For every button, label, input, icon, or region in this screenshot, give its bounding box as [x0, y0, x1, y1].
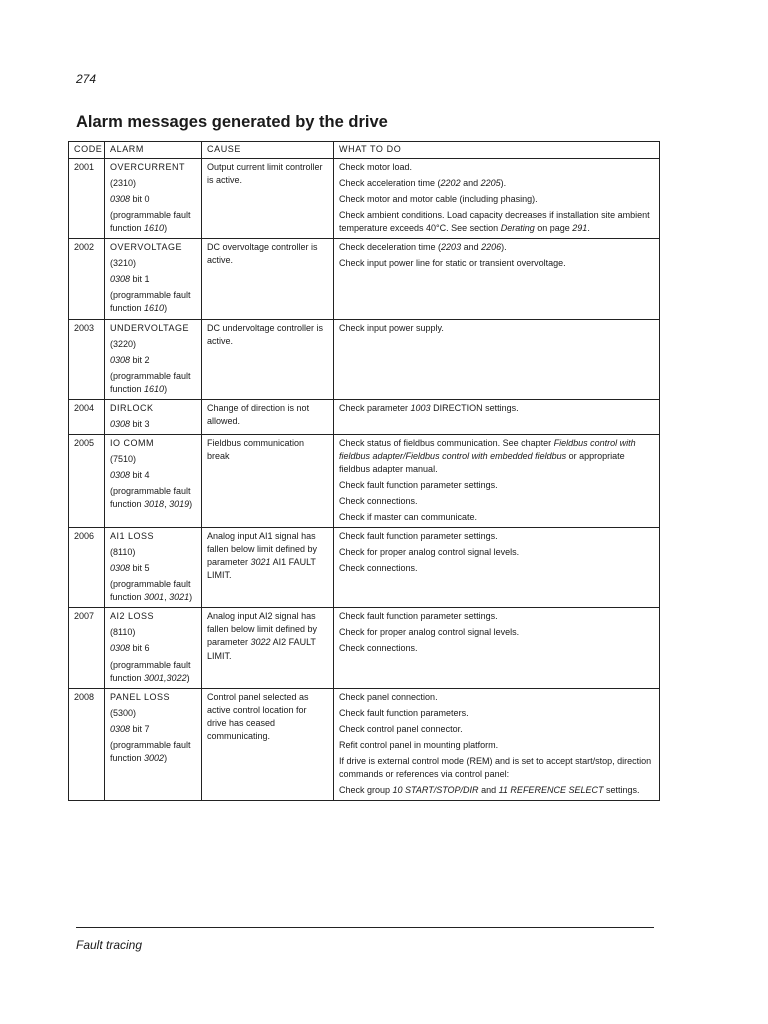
- text-line: [110, 626, 196, 639]
- text-line: [207, 402, 328, 428]
- header-cause: CAUSE: [202, 142, 334, 159]
- text-segment: ): [164, 223, 168, 234]
- cell-code: 2006: [69, 528, 105, 608]
- alarm-name: [110, 691, 196, 704]
- text-segment: DC undervoltage controller is active.: [207, 322, 324, 346]
- text-line: [339, 495, 654, 508]
- cell-what-to-do: [334, 434, 660, 527]
- text-segment: DIRLOCK: [110, 402, 154, 413]
- text-line: [207, 322, 328, 348]
- alarm-name: [110, 437, 196, 450]
- cell-code: 2002: [69, 239, 105, 319]
- text-line: [339, 479, 654, 492]
- page-number: 274: [76, 72, 97, 86]
- cell-alarm: [105, 528, 202, 608]
- italic-reference: 3002: [144, 752, 165, 763]
- text-segment: Check fault function parameter settings.: [339, 611, 498, 622]
- cell-what-to-do: [334, 528, 660, 608]
- table-row: [69, 434, 660, 527]
- text-line: [110, 546, 196, 559]
- text-line: [110, 659, 196, 685]
- text-line: [339, 402, 654, 415]
- italic-reference: 2202: [440, 178, 461, 189]
- cell-cause: [202, 434, 334, 527]
- cell-what-to-do: [334, 399, 660, 434]
- text-segment: Check acceleration time (: [339, 178, 441, 189]
- table-row: [69, 608, 660, 688]
- text-segment: IO COMM: [110, 437, 154, 448]
- text-segment: Check fault function parameter settings.: [339, 531, 498, 542]
- italic-reference: 0308: [110, 418, 131, 429]
- text-line: [110, 289, 196, 315]
- text-segment: Check fault function parameter settings.: [339, 479, 498, 490]
- text-segment: Check connections.: [339, 643, 418, 654]
- italic-reference: 3022: [250, 637, 271, 648]
- header-alarm: ALARM: [105, 142, 202, 159]
- text-line: [110, 578, 196, 604]
- text-line: [339, 322, 654, 335]
- text-line: [110, 562, 196, 575]
- alarm-name: [110, 610, 196, 623]
- text-segment: Fieldbus communication break: [207, 437, 305, 461]
- text-segment: Check ambient conditions. Load capacity decreases if installation site ambient temperature exceeds 40°C. See section: [339, 210, 650, 234]
- text-line: [339, 562, 654, 575]
- text-segment: ): [189, 499, 193, 510]
- italic-reference: 2205: [480, 178, 501, 189]
- cell-cause: [202, 608, 334, 688]
- text-segment: bit 0: [130, 194, 150, 205]
- text-segment: OVERCURRENT: [110, 162, 186, 173]
- text-segment: Check if master can communicate.: [339, 512, 478, 523]
- text-segment: ).: [500, 178, 507, 189]
- text-segment: (2310): [110, 178, 137, 189]
- text-segment: AI1 FAULT LIMIT.: [207, 557, 316, 581]
- cell-what-to-do: [334, 159, 660, 239]
- text-line: [110, 338, 196, 351]
- text-line: [110, 418, 196, 431]
- text-line: [339, 755, 654, 781]
- cell-alarm: [105, 608, 202, 688]
- text-segment: bit 1: [130, 274, 150, 285]
- italic-reference: 0308: [110, 643, 131, 654]
- text-line: [110, 453, 196, 466]
- text-segment: Check panel connection.: [339, 691, 438, 702]
- text-segment: settings.: [603, 784, 640, 795]
- text-segment: .: [587, 223, 590, 234]
- italic-reference: 2206: [481, 242, 502, 253]
- text-segment: Refit control panel in mounting platform.: [339, 739, 499, 750]
- text-segment: bit 7: [130, 723, 150, 734]
- text-line: [207, 161, 328, 187]
- text-line: [110, 273, 196, 286]
- cell-code: 2004: [69, 399, 105, 434]
- text-line: [110, 193, 196, 206]
- italic-reference: 11 REFERENCE SELECT: [498, 784, 604, 795]
- text-segment: (5300): [110, 707, 137, 718]
- italic-reference: 0308: [110, 723, 131, 734]
- text-line: [339, 691, 654, 704]
- table-body: [69, 159, 660, 801]
- text-line: [110, 723, 196, 736]
- cell-cause: [202, 319, 334, 399]
- text-line: [339, 177, 654, 190]
- text-segment: Check motor load.: [339, 162, 413, 173]
- text-line: [339, 739, 654, 752]
- page-title: Alarm messages generated by the drive: [76, 113, 388, 131]
- text-line: [339, 784, 654, 797]
- text-line: [339, 437, 654, 476]
- text-segment: Check for proper analog control signal levels.: [339, 627, 520, 638]
- italic-reference: 0308: [110, 469, 131, 480]
- italic-reference: 3019: [169, 499, 190, 510]
- cell-alarm: [105, 159, 202, 239]
- text-segment: Check connections.: [339, 496, 418, 507]
- text-segment: ,: [164, 499, 170, 510]
- text-segment: AI2 FAULT LIMIT.: [207, 637, 316, 661]
- text-segment: bit 6: [130, 643, 150, 654]
- alarm-messages-table: [68, 141, 660, 801]
- text-segment: Check motor and motor cable (including phasing).: [339, 194, 538, 205]
- footer-divider: [76, 927, 654, 928]
- text-segment: ): [186, 672, 190, 683]
- italic-reference: 0308: [110, 354, 131, 365]
- text-line: [339, 610, 654, 623]
- italic-reference: 10 START/STOP/DIR: [392, 784, 479, 795]
- cell-cause: [202, 399, 334, 434]
- text-segment: Control panel selected as active control location for drive has ceased communicating.: [207, 691, 309, 741]
- italic-reference: 3001,3022: [144, 672, 187, 683]
- cell-alarm: [105, 688, 202, 800]
- text-line: [207, 610, 328, 662]
- italic-reference: 0308: [110, 194, 131, 205]
- text-segment: Check for proper analog control signal levels.: [339, 547, 520, 558]
- text-segment: Check control panel connector.: [339, 723, 463, 734]
- cell-alarm: [105, 399, 202, 434]
- text-line: [110, 707, 196, 720]
- text-line: [339, 161, 654, 174]
- text-line: [339, 707, 654, 720]
- cell-code: 2001: [69, 159, 105, 239]
- table-header-row: [69, 142, 660, 159]
- header-what-to-do: WHAT TO DO: [334, 142, 660, 159]
- cell-code: 2003: [69, 319, 105, 399]
- text-line: [339, 642, 654, 655]
- cell-code: 2008: [69, 688, 105, 800]
- text-segment: ).: [501, 242, 507, 253]
- text-line: [339, 546, 654, 559]
- text-segment: Check group: [339, 784, 393, 795]
- text-segment: (programmable fault function: [110, 659, 191, 683]
- footer-section-name: Fault tracing: [76, 938, 143, 952]
- alarm-name: [110, 530, 196, 543]
- cell-what-to-do: [334, 688, 660, 800]
- text-line: [110, 642, 196, 655]
- text-line: [339, 511, 654, 524]
- text-line: [339, 626, 654, 639]
- text-segment: Change of direction is not allowed.: [207, 402, 310, 426]
- cell-cause: [202, 528, 334, 608]
- table-row: [69, 399, 660, 434]
- italic-reference: Derating: [500, 223, 535, 234]
- table-row: [69, 319, 660, 399]
- cell-what-to-do: [334, 319, 660, 399]
- text-segment: Check deceleration time (: [339, 242, 442, 253]
- cell-cause: [202, 688, 334, 800]
- text-segment: on page: [534, 223, 573, 234]
- text-line: [110, 469, 196, 482]
- cell-code: 2005: [69, 434, 105, 527]
- alarm-name: [110, 322, 196, 335]
- text-line: [207, 691, 328, 743]
- text-segment: ): [164, 752, 168, 763]
- cell-what-to-do: [334, 608, 660, 688]
- italic-reference: 0308: [110, 563, 131, 574]
- text-line: [339, 241, 654, 254]
- text-line: [339, 209, 654, 235]
- text-line: [207, 241, 328, 267]
- header-code: CODE: [69, 142, 105, 159]
- cell-alarm: [105, 434, 202, 527]
- cell-alarm: [105, 319, 202, 399]
- text-segment: Check input power line for static or transient overvoltage.: [339, 258, 566, 269]
- alarm-name: [110, 161, 196, 174]
- italic-reference: 3021: [169, 592, 190, 603]
- text-segment: AI1 LOSS: [110, 531, 155, 542]
- text-segment: ,: [164, 592, 170, 603]
- table-row: [69, 159, 660, 239]
- text-segment: UNDERVOLTAGE: [110, 322, 190, 333]
- text-line: [339, 723, 654, 736]
- text-segment: AI2 LOSS: [110, 611, 155, 622]
- text-segment: Check parameter: [339, 402, 411, 413]
- italic-reference: 1610: [144, 383, 165, 394]
- italic-reference: 1610: [144, 303, 165, 314]
- text-segment: (programmable fault function: [110, 290, 191, 314]
- text-line: [339, 193, 654, 206]
- italic-reference: 2203: [441, 242, 462, 253]
- text-line: [339, 530, 654, 543]
- text-segment: Output current limit controller is active.: [207, 162, 323, 186]
- text-segment: PANEL LOSS: [110, 691, 171, 702]
- italic-reference: 3021: [250, 557, 271, 568]
- alarm-name: [110, 241, 196, 254]
- text-line: [110, 177, 196, 190]
- text-segment: DIRECTION settings.: [430, 402, 519, 413]
- text-segment: Check input power supply.: [339, 322, 444, 333]
- text-segment: (8110): [110, 547, 136, 558]
- italic-reference: 3001: [144, 592, 165, 603]
- text-segment: (programmable fault function: [110, 370, 191, 394]
- cell-cause: [202, 159, 334, 239]
- text-line: [110, 739, 196, 765]
- italic-reference: 1610: [144, 223, 165, 234]
- text-line: [110, 354, 196, 367]
- text-line: [339, 257, 654, 270]
- text-segment: Check connections.: [339, 563, 418, 574]
- text-line: [110, 257, 196, 270]
- alarm-name: [110, 402, 196, 415]
- text-segment: (3220): [110, 338, 137, 349]
- text-segment: Check status of fieldbus communication. See chapter: [339, 437, 554, 448]
- cell-what-to-do: [334, 239, 660, 319]
- text-segment: (programmable fault function: [110, 739, 191, 763]
- text-segment: Analog input AI2 signal has fallen below limit defined by parameter: [207, 611, 318, 648]
- italic-reference: 1003: [410, 402, 431, 413]
- table-row: [69, 528, 660, 608]
- text-segment: bit 2: [130, 354, 150, 365]
- text-line: [207, 530, 328, 582]
- text-segment: (programmable fault function: [110, 579, 191, 603]
- text-line: [207, 437, 328, 463]
- text-segment: and: [461, 242, 482, 253]
- text-line: [110, 209, 196, 235]
- text-segment: ): [164, 383, 168, 394]
- text-segment: and: [478, 784, 499, 795]
- text-segment: If drive is external control mode (REM) and is set to accept start/stop, direction commands or references via control panel:: [339, 755, 652, 779]
- text-segment: and: [460, 178, 481, 189]
- text-segment: bit 3: [130, 418, 150, 429]
- text-segment: Analog input AI1 signal has fallen below limit defined by parameter: [207, 531, 318, 568]
- text-segment: (8110): [110, 627, 136, 638]
- text-line: [110, 485, 196, 511]
- text-line: [110, 370, 196, 396]
- cell-cause: [202, 239, 334, 319]
- text-segment: bit 5: [130, 563, 150, 574]
- italic-reference: Fieldbus control with fieldbus adapter/Fieldbus control with embedded fieldbus: [339, 437, 636, 461]
- text-segment: (programmable fault function: [110, 485, 191, 510]
- text-segment: DC overvoltage controller is active.: [207, 242, 318, 266]
- text-segment: (3210): [110, 258, 137, 269]
- table-row: [69, 239, 660, 319]
- cell-alarm: [105, 239, 202, 319]
- cell-code: 2007: [69, 608, 105, 688]
- text-segment: bit 4: [130, 469, 150, 480]
- table-row: [69, 688, 660, 800]
- italic-reference: 0308: [110, 274, 131, 285]
- text-segment: OVERVOLTAGE: [110, 242, 183, 253]
- text-segment: (programmable fault function: [110, 210, 191, 234]
- text-segment: ): [189, 592, 193, 603]
- text-segment: (7510): [110, 453, 137, 464]
- text-segment: ): [164, 303, 168, 314]
- text-segment: Check fault function parameters.: [339, 707, 469, 718]
- italic-reference: 3018: [144, 499, 165, 510]
- text-segment: or appropriate fieldbus adapter manual.: [339, 450, 625, 474]
- italic-reference: 291: [572, 223, 588, 234]
